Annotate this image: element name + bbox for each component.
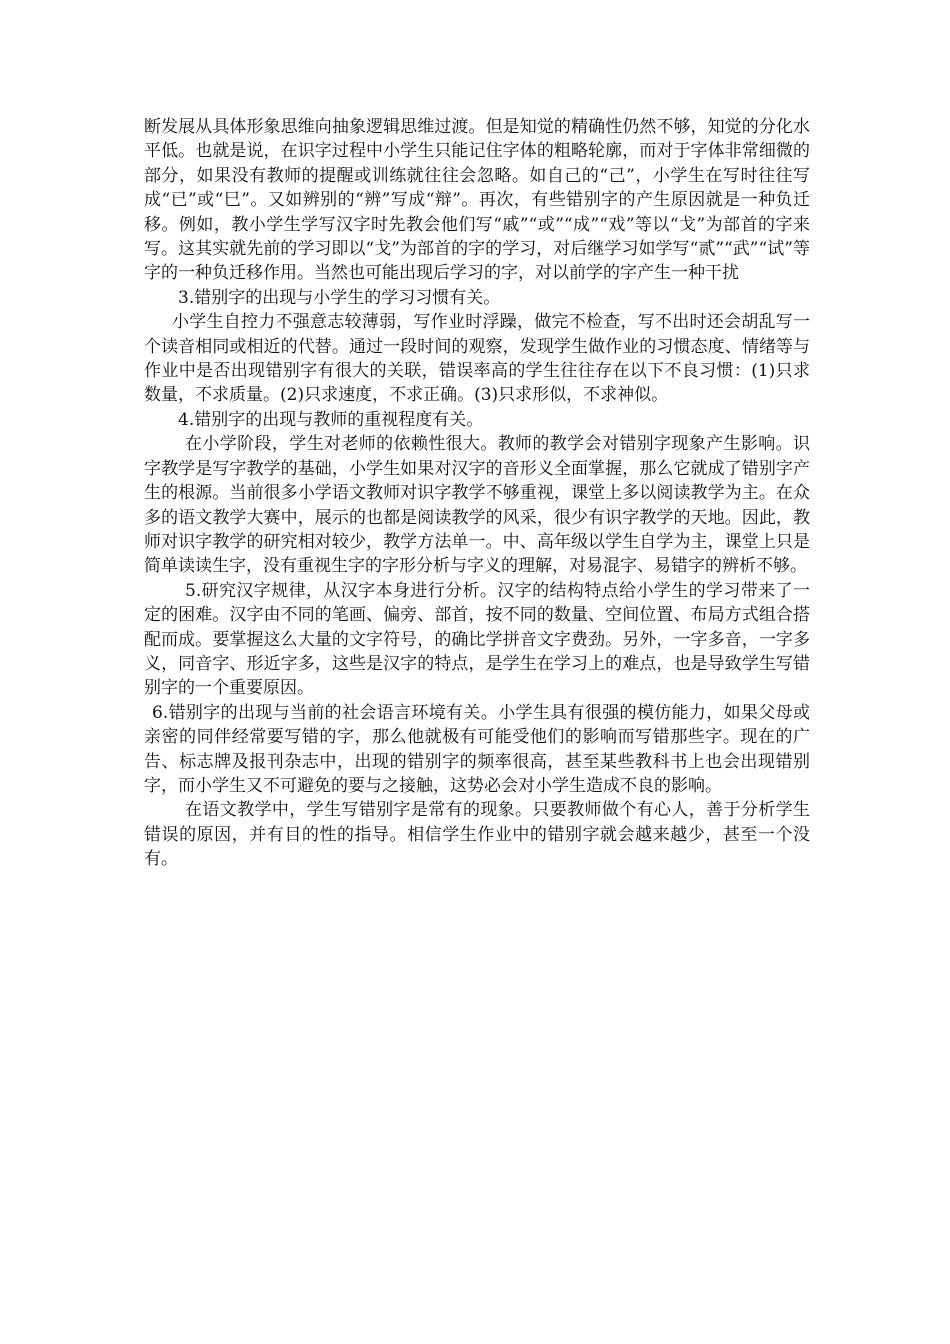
paragraph-study-habits: 小学生自控力不强意志较薄弱，写作业时浮躁，做完不检查，写不出时还会胡乱写一个读音相同或相近的代替。通过一段时间的观察，发现学生做作业的习惯态度、情绪等与作业中是否出现错别字有很大的关联，错误率高的学生往往存在以下不良习惯：(1)只求数量，不求质量。(2)只求速度，不求正确。(3)只求形似，不求神似。 <box>144 312 810 406</box>
paragraph-conclusion: 在语文教学中，学生写错别字是常有的现象。只要教师做个有心人，善于分析学生错误的原因，并有目的性的指导。相信学生作业中的错别字就会越来越少，甚至一个没有。 <box>144 800 810 870</box>
heading-point-3: 3.错别字的出现与小学生的学习习惯有关。 <box>178 287 501 308</box>
paragraph-point-6: 6.错别字的出现与当前的社会语言环境有关。小学生具有很强的模仿能力，如果父母或亲密的同伴经常要写错的字，那么他就极有可能受他们的影响而写错那些字。现在的广告、标志牌及报刊杂志中，出现的错别字的频率很高，甚至某些教科书上也会出现错别字，而小学生又不可避免的要与之接触，这势必会对小学生造成不良的影响。 <box>144 702 810 796</box>
heading-point-4: 4.错别字的出现与教师的重视程度有关。 <box>178 409 484 430</box>
paragraph-teacher-attention: 在小学阶段，学生对老师的依赖性很大。教师的教学会对错别字现象产生影响。识字教学是写字教学的基础，小学生如果对汉字的音形义全面掌握，那么它就成了错别字产生的根源。当前很多小学语文教师对识字教学不够重视，课堂上多以阅读教学为主。在众多的语文教学大赛中，展示的也都是阅读教学的风采，很少有识字教学的天地。因此，教师对识字教学的研究相对较少，教学方法单一。中、高年级以学生自学为主，课堂上只是简单读读生字，没有重视生字的字形分析与字义的理解，对易混字、易错字的辨析不够。 <box>144 434 810 577</box>
paragraph-point-5: 5.研究汉字规律，从汉字本身进行分析。汉字的结构特点给小学生的学习带来了一定的困难。汉字由不同的笔画、偏旁、部首，按不同的数量、空间位置、布局方式组合搭配而成。要掌握这么大量的文字符号，的确比学拼音文字费劲。另外，一字多音，一字多义，同音字、形近字多，这些是汉字的特点，是学生在学习上的难点，也是导致学生写错别字的一个重要原因。 <box>144 580 810 699</box>
document-body <box>144 115 810 872</box>
paragraph-continuation: 断发展从具体形象思维向抽象逻辑思维过渡。但是知觉的精确性仍然不够，知觉的分化水平低。也就是说，在识字过程中小学生只能记住字体的粗略轮廓，而对于字体非常细微的部分，如果没有教师的提醒或训练就往往会忽略。如自己的“己”，小学生在写时往往写成“已”或“巳”。又如辨别的“辨”写成“辩”。再次，有些错别字的产生原因就是一种负迁移。例如，教小学生学写汉字时先教会他们写“戚”“或”“成”“戏”等以“戈”为部首的字来写。这其实就先前的学习即以“戈”为部首的字的学习，对后继学习如学写“贰”“武”“试”等字的一种负迁移作用。当然也可能出现后学习的字，对以前学的字产生一种干扰 <box>144 117 810 284</box>
